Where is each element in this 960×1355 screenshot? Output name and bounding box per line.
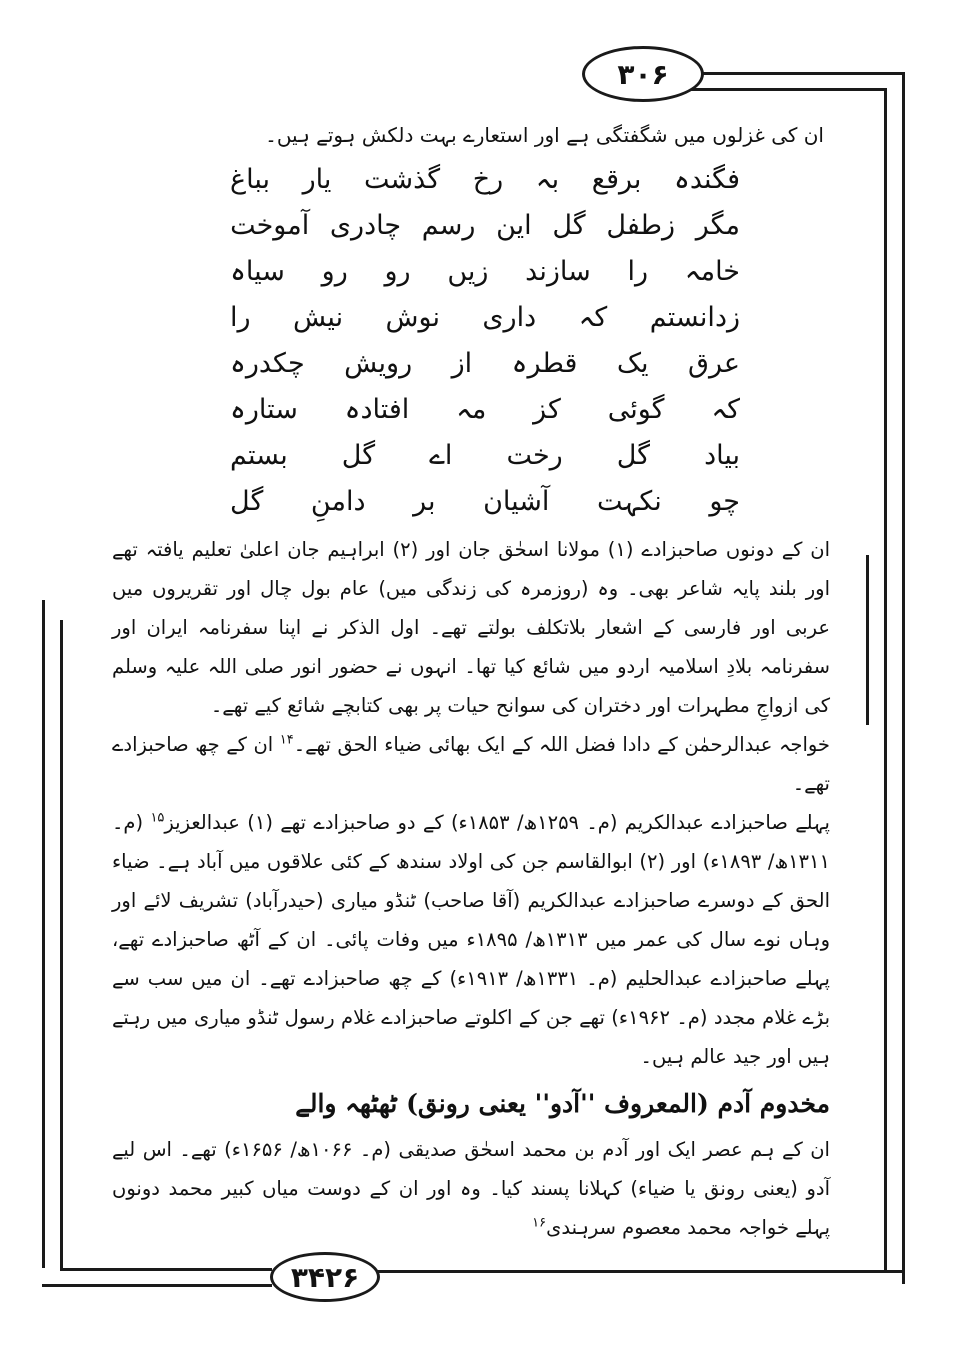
footnote-marker: ۱۶ <box>532 1215 547 1231</box>
verse-word: کہ <box>578 301 608 333</box>
verse-word: داری <box>482 301 537 333</box>
verse-word: اے <box>429 439 453 471</box>
verse-word: بیاد <box>704 439 740 471</box>
verse-word: عرق <box>688 347 740 379</box>
verse-line <box>112 432 830 478</box>
verse-line <box>112 294 830 340</box>
verse-word: گل <box>552 209 586 241</box>
verse-line <box>112 478 830 524</box>
verse-word: افتادہ <box>344 393 410 425</box>
verse-word: کز <box>533 393 561 425</box>
frame-bottom-outer <box>42 1284 272 1287</box>
verse-word: یار <box>302 163 332 195</box>
verse-word: فگندہ <box>674 163 740 195</box>
verse-line <box>112 156 830 202</box>
verse-word: بستم <box>230 439 288 471</box>
verse-word: آشیان <box>483 485 550 517</box>
verse-word: سازند <box>525 255 591 287</box>
verse-word: نیش <box>293 301 344 333</box>
verse-word: برقع <box>591 163 642 195</box>
verse-word: ستارہ <box>230 393 298 425</box>
frame-top-outer <box>700 72 905 75</box>
top-page-number: ۳۰۶ <box>582 46 704 102</box>
paragraph-sons <box>112 530 830 725</box>
verse-word: رو <box>321 255 348 287</box>
verse-word: این <box>496 209 532 241</box>
verse-word: را <box>230 301 251 333</box>
bottom-page-number: ۳۴۲۶ <box>270 1252 380 1302</box>
paragraph-zia-text: خواجہ عبدالرحمٰن کے دادا فضل اللہ کے ایک بھائی ضیاء الحق تھے۔ <box>293 733 830 756</box>
verse-word: رویش <box>344 347 413 379</box>
footnote-marker: ۱۴ <box>279 732 294 748</box>
verse-word: گل <box>616 439 651 471</box>
verse-line <box>112 386 830 432</box>
section-heading: مخدوم آدم (المعروف ''آدو'' یعنی رونق) ٹھٹھہ والے <box>295 1089 830 1118</box>
verse-word: زیں <box>447 255 489 287</box>
verse-word: رسم <box>421 209 476 241</box>
verse-line <box>112 340 830 386</box>
verse-word: بہ <box>535 163 560 195</box>
frame-mid-right-bar <box>866 555 869 725</box>
verse-word: نوش <box>385 301 440 333</box>
verse-word: بباغ <box>230 163 270 195</box>
verse-word: گذشت <box>363 163 441 195</box>
paragraph-first-son-text: پہلے صاحبزادے عبدالکریم (م۔ ۱۲۵۹ھ/ ۱۸۵۳ء) کے دو صاحبزادے تھے (۱) عبدالعزیز <box>164 811 830 834</box>
frame-right-outer <box>902 72 905 1284</box>
frame-right-inner <box>884 88 887 1270</box>
paragraph-zia-ul-haq <box>112 725 830 803</box>
verse-word: گوئی <box>607 393 665 425</box>
footnote-marker: ۱۵ <box>150 810 165 826</box>
paragraph-sons-text: ان کے دونوں صاحبزادے (۱) مولانا اسحٰق جان اور (۲) ابراہیم جان اعلیٰ تعلیم یافتہ تھے اور بلند پایہ شاعر بھی۔ وہ (روزمرہ کی زندگی میں) عام بول چال اور تقریروں میں عربی اور فارسی کے اشعار بلاتکلف بولتے تھے۔ اول الذکر نے اپنا سفرنامہ ایران اور سفرنامہ بلادِ اسلامیہ اردو میں شائع کیا تھا۔ انہوں نے حضور انور صلی اللہ علیہ وسلم کی ازواجِ مطہرات اور دختران کی سوانح حیات پر بھی کتابچے شائع کیے تھے۔ <box>112 538 831 717</box>
verse-word: چکدرہ <box>230 347 305 379</box>
verse-word: رو <box>384 255 411 287</box>
verse-word: بر <box>413 485 436 517</box>
verse-word: قطرہ <box>511 347 578 379</box>
verse-word: چادری <box>329 209 402 241</box>
paragraph-lineage <box>112 803 830 1076</box>
paragraph-six-sons-text: ان کے چھ صاحبزادے تھے۔ <box>112 733 830 795</box>
verse-word: سیاہ <box>230 255 285 287</box>
frame-bottom-inner <box>60 1268 272 1271</box>
frame-top-inner <box>690 88 887 91</box>
frame-bottom-right <box>372 1270 905 1273</box>
verse-word: مگر <box>695 209 740 241</box>
verse-line <box>112 248 830 294</box>
verse-word: آموخت <box>230 209 310 241</box>
page-content <box>112 118 830 1247</box>
verse-word: گل <box>230 485 264 517</box>
verse-word: رخت <box>506 439 563 471</box>
verse-word: کہ <box>711 393 740 425</box>
paragraph-adam <box>112 1130 830 1247</box>
paragraph-lineage-text: (م۔ ۱۳۱۱ھ/ ۱۸۹۳ء) اور (۲) ابوالقاسم جن کی اولاد سندھ کے کئی علاقوں میں آباد ہے۔ ضیاء الحق کے دوسرے صاحبزادے عبدالکریم (آقا صاحب) ٹنڈو میاری (حیدرآباد) تشریف لائے اور وہاں نوے سال کی عمر میں ۱۳۱۳ھ/ ۱۸۹۵ء میں وفات پائی۔ ان کے آٹھ صاحبزادے تھے، پہلے صاحبزادے عبدالحلیم (م۔ ۱۳۳۱ھ/ ۱۹۱۳ء) کے چھ صاحبزادے تھے۔ ان میں سب سے بڑے غلام مجدد (م۔ ۱۹۶۲ء) تھے جن کے اکلوتے صاحبزادے غلام رسول ٹنڈو میاری میں رہتے ہیں اور جید عالم ہیں۔ <box>112 811 830 1068</box>
verse-word: نکہت <box>597 485 662 517</box>
paragraph-adam-text: ان کے ہم عصر ایک اور آدم بن محمد اسحٰق صدیقی (م۔ ۱۰۶۶ھ/ ۱۶۵۶ء) تھے۔ اس لیے آدو (یعنی رونق یا ضیاء) کہلانا پسند کیا۔ وہ اور ان کے دوست میاں کبیر محمد دونوں پہلے خواجہ محمد معصوم سرہندی <box>112 1138 830 1239</box>
verse-word: چو <box>709 485 740 517</box>
verse-line <box>112 202 830 248</box>
verse-word: دامنِ <box>310 485 366 517</box>
verse-word: یک <box>616 347 649 379</box>
verse-word: گل <box>341 439 376 471</box>
frame-left-outer <box>42 600 45 1268</box>
verse-word: رخ <box>472 163 504 195</box>
persian-poem <box>112 156 830 524</box>
verse-word: خامہ <box>684 255 740 287</box>
frame-left-inner <box>60 620 63 1270</box>
verse-word: زدانستم <box>649 301 740 333</box>
intro-line: ان کی غزلوں میں شگفتگی ہے اور استعارے بہت دلکش ہوتے ہیں۔ <box>265 123 824 147</box>
verse-word: را <box>627 255 649 287</box>
verse-word: زطفل <box>606 209 676 241</box>
verse-word: مہ <box>456 393 487 425</box>
verse-word: از <box>451 347 473 379</box>
